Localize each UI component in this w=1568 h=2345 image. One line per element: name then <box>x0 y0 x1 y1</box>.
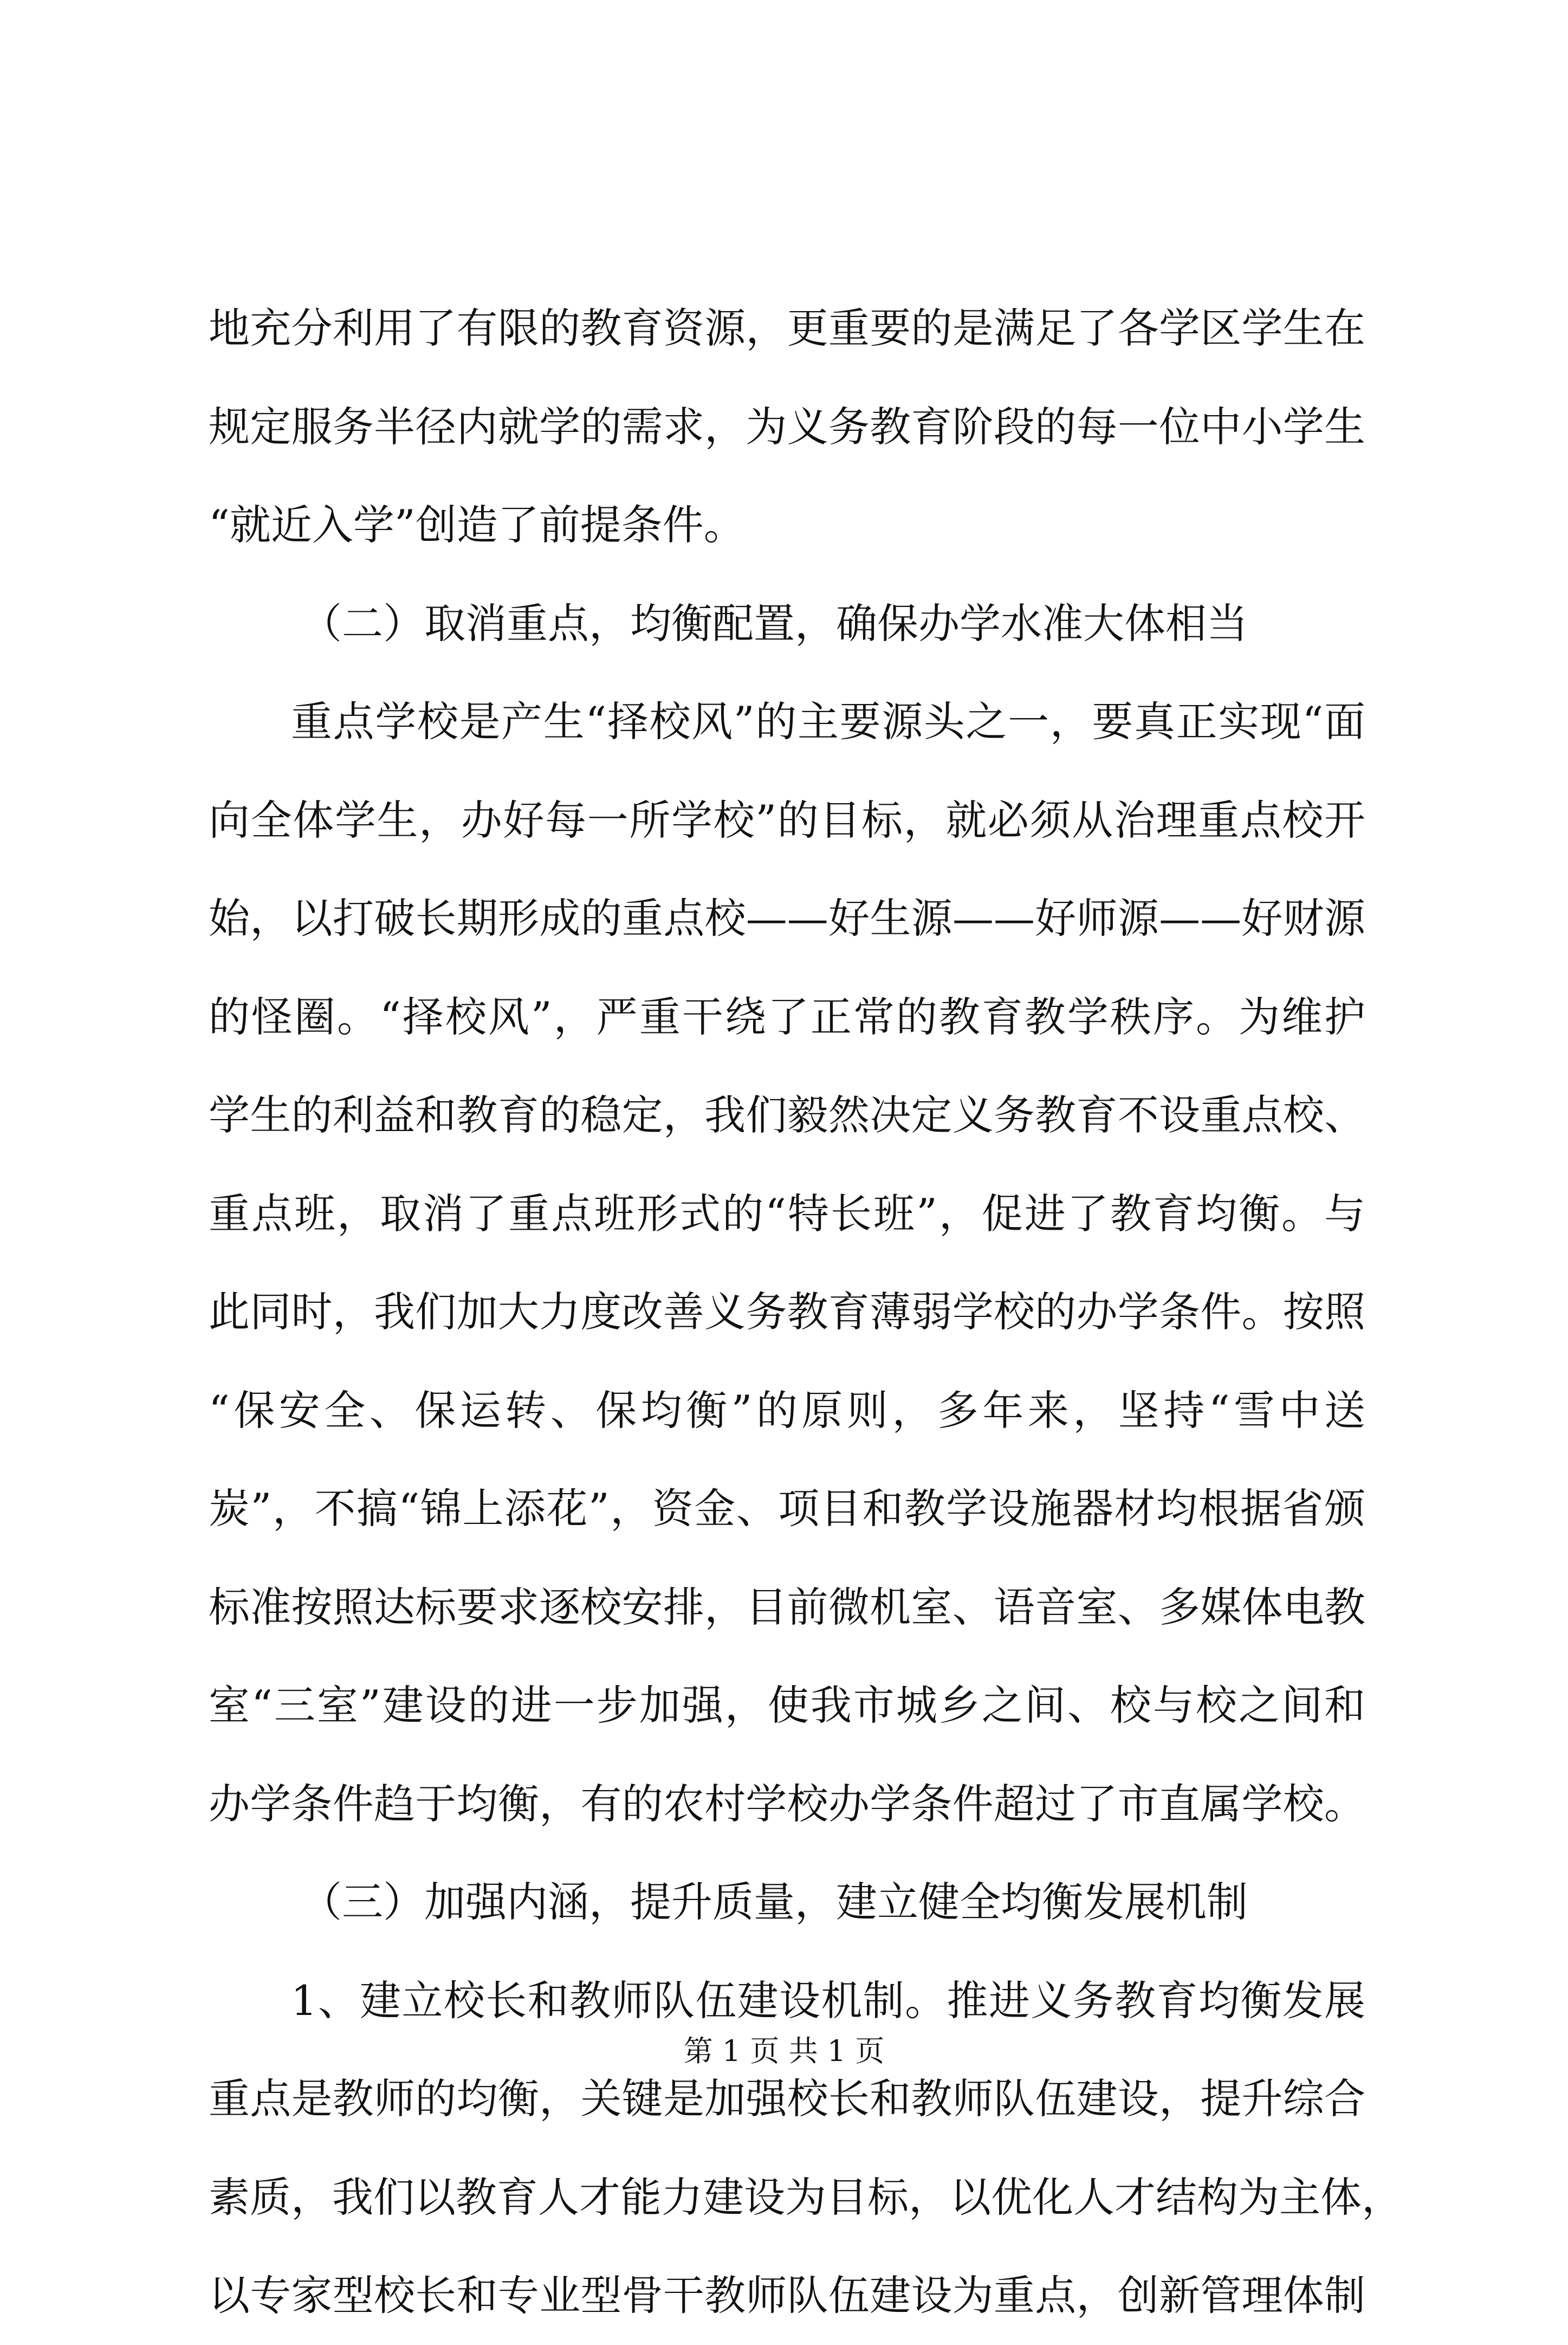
paragraph-line: 标准按照达标要求逐校安排，目前微机室、语音室、多媒体电教 <box>209 1582 1365 1631</box>
page-number-footer: 第 1 页 共 1 页 <box>683 2034 885 2068</box>
paragraph-line: “保安全、保运转、保均衡”的原则，多年来，坚持“雪中送 <box>209 1386 1365 1435</box>
paragraph-line: 规定服务半径内就学的需求，为义务教育阶段的每一位中小学生 <box>209 402 1365 451</box>
paragraph-line: 重点班，取消了重点班形式的“特长班”，促进了教育均衡。与 <box>209 1189 1365 1238</box>
paragraph-line: “就近入学”创造了前提条件。 <box>209 501 745 549</box>
section-heading: （三）加强内涵，提升质量，建立健全均衡发展机制 <box>301 1878 1248 1926</box>
paragraph-line: 素质，我们以教育人才能力建设为目标，以优化人才结构为主体， <box>209 2173 1403 2221</box>
paragraph-line: 室“三室”建设的进一步加强，使我市城乡之间、校与校之间和 <box>209 1681 1365 1729</box>
paragraph-line: 以专家型校长和专业型骨干教师队伍建设为重点，创新管理体制 <box>209 2271 1365 2320</box>
paragraph-line: 地充分利用了有限的教育资源，更重要的是满足了各学区学生在 <box>209 304 1365 352</box>
paragraph-line: 学生的利益和教育的稳定，我们毅然决定义务教育不设重点校、 <box>209 1091 1365 1139</box>
paragraph-line: 向全体学生，办好每一所学校”的目标，就必须从治理重点校开 <box>209 796 1365 844</box>
section-heading: （二）取消重点，均衡配置，确保办学水准大体相当 <box>301 599 1248 648</box>
paragraph-line: 重点是教师的均衡，关键是加强校长和教师队伍建设，提升综合 <box>209 2075 1365 2123</box>
paragraph-line: 炭”，不搞“锦上添花”，资金、项目和教学设施器材均根据省颁 <box>209 1484 1365 1533</box>
paragraph-line: 办学条件趋于均衡，有的农村学校办学条件超过了市直属学校。 <box>209 1779 1365 1828</box>
paragraph-line: 1、建立校长和教师队伍建设机制。推进义务教育均衡发展 <box>291 1976 1365 2025</box>
paragraph-line: 始，以打破长期形成的重点校——好生源——好师源——好财源 <box>209 894 1365 942</box>
paragraph-line: 此同时，我们加大力度改善义务教育薄弱学校的办学条件。按照 <box>209 1288 1365 1336</box>
paragraph-line: 重点学校是产生“择校风”的主要源头之一，要真正实现“面 <box>291 697 1365 746</box>
paragraph-line: 的怪圈。“择校风”，严重干绕了正常的教育教学秩序。为维护 <box>209 992 1365 1041</box>
